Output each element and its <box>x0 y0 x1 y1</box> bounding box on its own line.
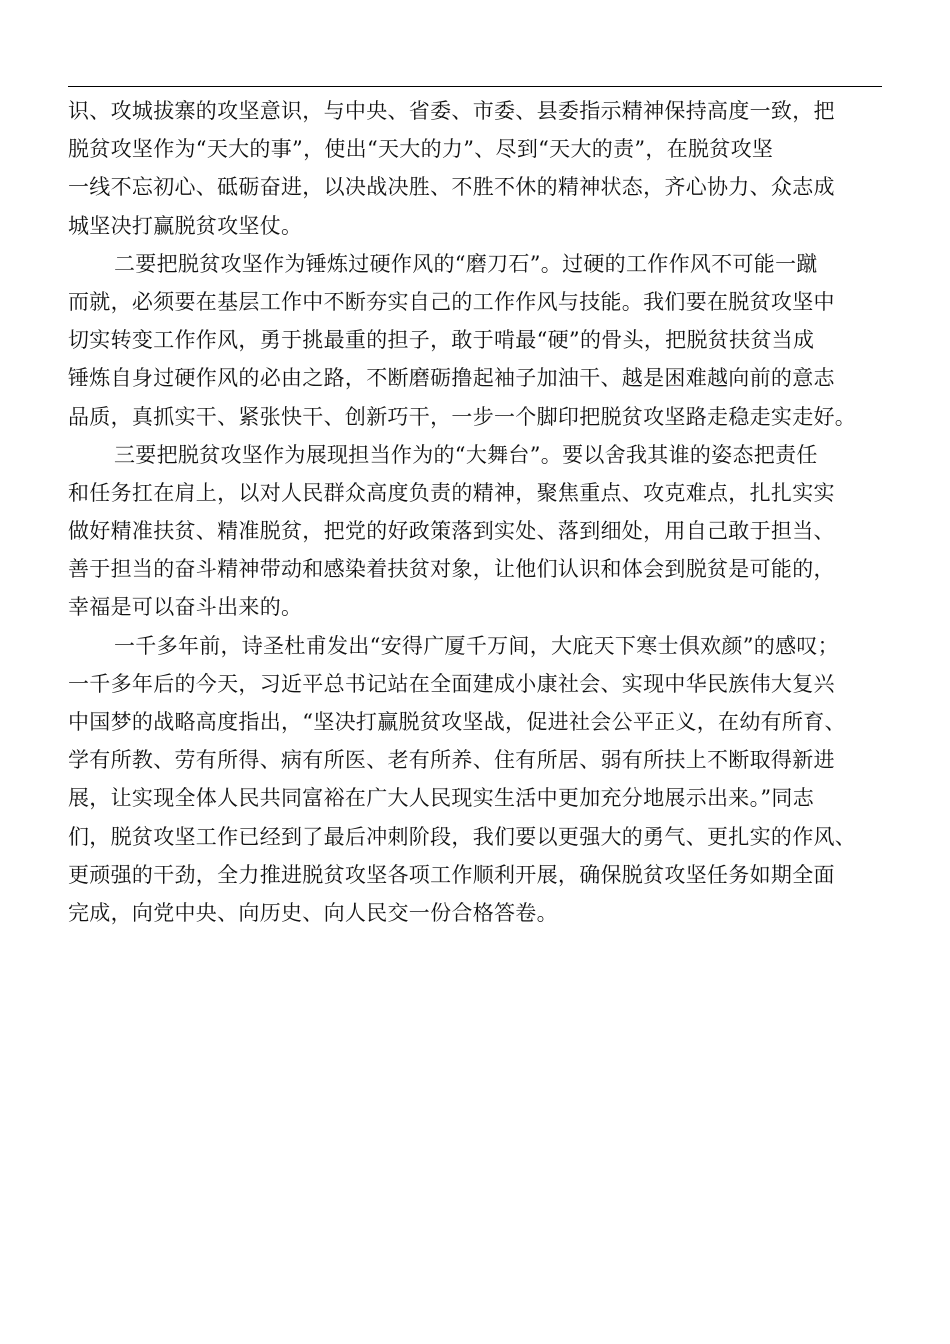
text-line: 中国梦的战略高度指出，“坚决打赢脱贫攻坚战，促进社会公平正义，在幼有所育、 <box>68 710 846 734</box>
header-rule <box>68 86 882 87</box>
text-line: 完成，向党中央、向历史、向人民交一份合格答卷。 <box>68 900 558 925</box>
text-line: 三要把脱贫攻坚作为展现担当作为的“大舞台”。要以舍我其谁的姿态把责任 <box>114 442 818 467</box>
text-line: 识、攻城拔寨的攻坚意识，与中央、省委、市委、县委指示精神保持高度一致，把 <box>68 99 835 123</box>
text-line: 二要把脱贫攻坚作为锤炼过硬作风的“磨刀石”。过硬的工作作风不可能一蹴 <box>114 251 818 276</box>
text-line: 品质，真抓实干、紧张快干、创新巧干，一步一个脚印把脱贫攻坚路走稳走实走好。 <box>68 404 857 429</box>
text-line: 城坚决打赢脱贫攻坚仗。 <box>68 213 303 238</box>
text-line: 展，让实现全体人民共同富裕在广大人民现实生活中更加充分地展示出来。”同志 <box>68 786 815 811</box>
text-line: 学有所教、劳有所得、病有所医、老有所养、住有所居、弱有所扶上不断取得新进 <box>68 748 835 773</box>
text-line: 和任务扛在肩上，以对人民群众高度负责的精神，聚焦重点、攻克难点，扎扎实实 <box>68 480 835 505</box>
text-line: 一千多年前，诗圣杜甫发出“安得广厦千万间，大庇天下寒士俱欢颜”的感叹； <box>114 633 839 658</box>
text-line: 脱贫攻坚作为“天大的事”，使出“天大的力”、尽到“天大的责”，在脱贫攻坚 <box>68 137 774 162</box>
text-line: 更顽强的干劲，全力推进脱贫攻坚各项工作顺利开展，确保脱贫攻坚任务如期全面 <box>68 862 835 887</box>
body-text <box>68 92 882 932</box>
text-line: 而就，必须要在基层工作中不断夯实自己的工作作风与技能。我们要在脱贫攻坚中 <box>68 289 835 314</box>
text-line: 一线不忘初心、砥砺奋进，以决战决胜、不胜不休的精神状态，齐心协力、众志成 <box>68 175 835 200</box>
text-line: 善于担当的奋斗精神带动和感染着扶贫对象，让他们认识和体会到脱贫是可能的， <box>68 557 835 582</box>
text-line: 锤炼自身过硬作风的必由之路，不断磨砺撸起袖子加油干、越是困难越向前的意志 <box>68 366 835 391</box>
text-line: 切实转变工作作风，勇于挑最重的担子，敢于啃最“硬”的骨头，把脱贫扶贫当成 <box>68 328 815 353</box>
text-line: 们，脱贫攻坚工作已经到了最后冲刺阶段，我们要以更强大的勇气、更扎实的作风、 <box>68 824 857 849</box>
text-line: 做好精准扶贫、精准脱贫，把党的好政策落到实处、落到细处，用自己敢于担当、 <box>68 519 835 544</box>
text-line: 一千多年后的今天，习近平总书记站在全面建成小康社会、实现中华民族伟大复兴 <box>68 671 835 696</box>
text-line: 幸福是可以奋斗出来的。 <box>68 595 303 620</box>
